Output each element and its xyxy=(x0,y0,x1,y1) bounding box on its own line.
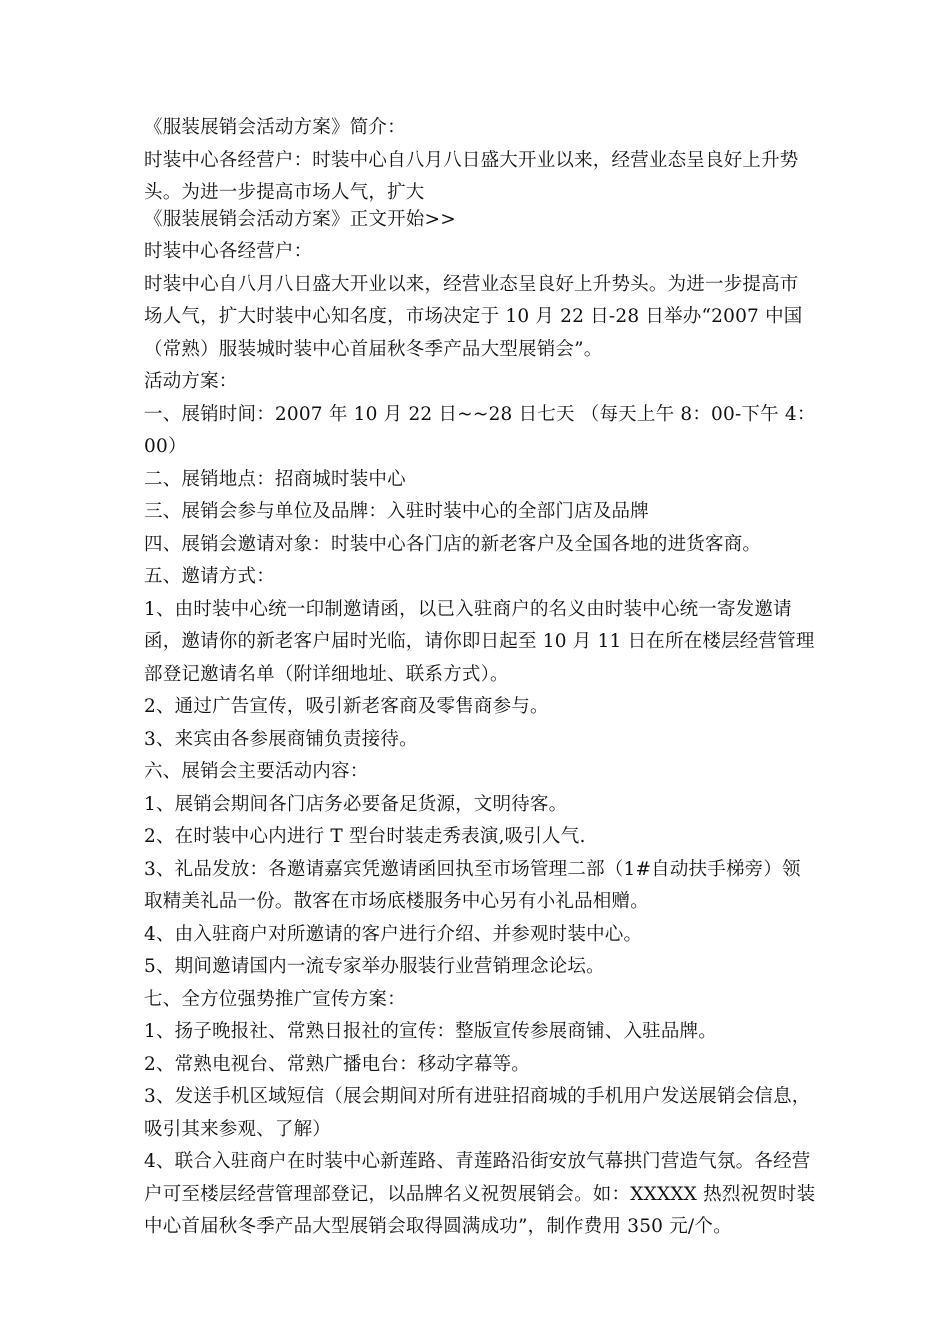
activity-item-2: 2、在时装中心内进行 T 型台时装走秀表演,吸引人气. xyxy=(144,826,586,847)
document-body xyxy=(144,112,816,1244)
activity-item-1: 1、展销会期间各门店务必要备足货源，文明待客。 xyxy=(144,793,568,815)
opening-paragraph: 时装中心自八月八日盛大开业以来，经营业态呈良好上升势头。为进一步提高市场人气，扩大时装中心知名度，市场决定于 10 月 22 日-28 日举办“2007 中国（常熟）服装城时装中心首届秋冬季产品大型展销会”。 xyxy=(144,273,803,360)
promotion-item-1: 1、扬子晚报社、常熟日报社的宣传：整版宣传参展商铺、入驻品牌。 xyxy=(144,1021,717,1042)
section-heading-promotion: 七、全方位强势推广宣传方案： xyxy=(144,988,406,1010)
promotion-item-2: 2、常熟电视台、常熟广播电台：移动字幕等。 xyxy=(144,1053,530,1075)
item-participants: 三、展销会参与单位及品牌：入驻时装中心的全部门店及品牌 xyxy=(144,501,649,522)
promotion-item-3: 3、发送手机区域短信（展会期间对所有进驻招商城的手机用户发送展销会信息，吸引其来参观、了解） xyxy=(144,1086,811,1140)
activity-item-3: 3、礼品发放：各邀请嘉宾凭邀请函回执至市场管理二部（1#自动扶手梯旁）领取精美礼品一份。散客在市场底楼服务中心另有小礼品相赠。 xyxy=(144,858,801,912)
item-invitees: 四、展销会邀请对象：时装中心各门店的新老客户及全国各地的进货客商。 xyxy=(144,533,762,555)
activity-item-5: 5、期间邀请国内一流专家举办服装行业营销理念论坛。 xyxy=(144,956,605,977)
section-heading-invitation: 五、邀请方式： xyxy=(144,566,275,587)
intro-heading: 《服装展销会活动方案》简介： xyxy=(144,117,406,138)
salutation: 时装中心各经营户： xyxy=(144,241,313,262)
promotion-item-4: 4、联合入驻商户在时装中心新莲路、青莲路沿街安放气幕拱门营造气氛。各经营户可至楼层经营管理部登记，以品牌名义祝贺展销会。如：XXXXX 热烈祝贺时装中心首届秋冬季产品大型展销会取得圆满成功”，制作费用 350 元/个。 xyxy=(144,1151,816,1237)
section-heading-plan: 活动方案： xyxy=(144,371,238,392)
activity-item-4: 4、由入驻商户对所邀请的客户进行介绍、并参观时装中心。 xyxy=(144,923,643,945)
invitation-item-3: 3、来宾由各参展商铺负责接待。 xyxy=(144,728,418,750)
item-exhibition-time: 一、展销时间：2007 年 10 月 22 日~~28 日七天 （每天上午 8：00-下午 4：00） xyxy=(144,403,816,457)
invitation-item-1: 1、由时装中心统一印制邀请函，以已入驻商户的名义由时装中心统一寄发邀请函，邀请你的新老客户届时光临，请你即日起至 10 月 11 日在所在楼层经营管理部登记邀请名单（附详细地址、联系方式）。 xyxy=(144,598,815,685)
section-heading-activities: 六、展销会主要活动内容： xyxy=(144,761,369,782)
invitation-item-2: 2、通过广告宣传，吸引新老客商及零售商参与。 xyxy=(144,696,549,717)
item-exhibition-location: 二、展销地点：招商城时装中心 xyxy=(144,468,406,490)
intro-summary: 时装中心各经营户：时装中心自八月八日盛大开业以来，经营业态呈良好上升势头。为进一步提高市场人气，扩大 xyxy=(144,149,799,203)
main-text-start-marker: 《服装展销会活动方案》正文开始>> xyxy=(144,208,456,230)
